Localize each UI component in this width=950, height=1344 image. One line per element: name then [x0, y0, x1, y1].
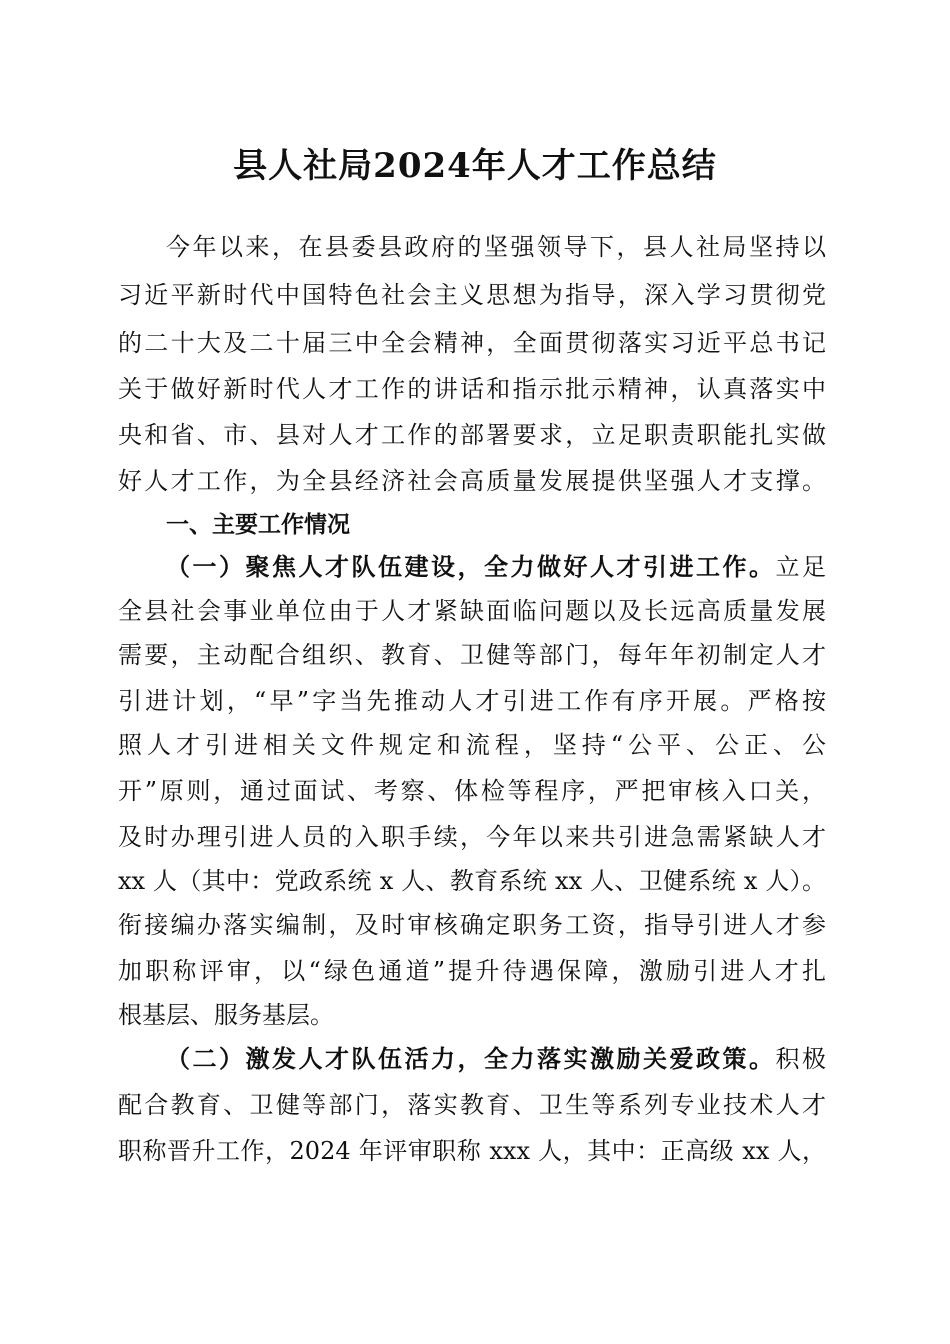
subsection-first-line — [166, 552, 826, 582]
intro-line: 习近平新时代中国特色社会主义思想为指导，深入学习贯彻党 — [118, 281, 826, 309]
body-line: 引进计划，“早”字当先推动人才引进工作有序开展。严格按 — [118, 687, 826, 715]
body-line: 职称晋升工作，2024 年评审职称 xxx 人，其中：正高级 xx 人， — [118, 1137, 826, 1165]
body-line: 及时办理引进人员的入职手续，今年以来共引进急需紧缺人才 — [118, 823, 826, 851]
body-line: 开”原则，通过面试、考察、体检等程序，严把审核入口关， — [118, 777, 826, 805]
intro-line: 的二十大及二十届三中全会精神，全面贯彻落实习近平总书记 — [118, 329, 826, 357]
intro-line: 关于做好新时代人才工作的讲话和指示批示精神，认真落实中 — [118, 375, 826, 403]
intro-line: 央和省、市、县对人才工作的部署要求，立足职责职能扎实做 — [118, 421, 826, 449]
body-line: xx 人（其中：党政系统 x 人、教育系统 xx 人、卫健系统 x 人）。 — [118, 867, 826, 895]
intro-line: 好人才工作，为全县经济社会高质量发展提供坚强人才支撑。 — [118, 467, 826, 495]
body-line: 照人才引进相关文件规定和流程，坚持“公平、公正、公 — [118, 731, 826, 759]
document-title: 县人社局2024年人才工作总结 — [233, 146, 717, 186]
subsection-first-line — [166, 1044, 826, 1074]
body-line: 衔接编办落实编制，及时审核确定职务工资，指导引进人才参 — [118, 911, 826, 939]
body-line: 加职称评审，以“绿色通道”提升待遇保障，激励引进人才扎 — [118, 957, 826, 985]
section-heading: 一、主要工作情况 — [166, 512, 350, 538]
subsection-heading: （二）激发人才队伍活力，全力落实激励关爱政策。 — [166, 1044, 776, 1073]
subsection-text: 立足 — [775, 553, 826, 581]
body-line: 需要，主动配合组织、教育、卫健等部门，每年年初制定人才 — [118, 641, 826, 669]
intro-line: 今年以来，在县委县政府的坚强领导下，县人社局坚持以 — [166, 233, 826, 261]
body-line: 全县社会事业单位由于人才紧缺面临问题以及长远高质量发展 — [118, 597, 826, 625]
body-line: 配合教育、卫健等部门，落实教育、卫生等系列专业技术人才 — [118, 1091, 826, 1119]
subsection-text: 积极 — [775, 1045, 826, 1073]
subsection-heading: （一）聚焦人才队伍建设，全力做好人才引进工作。 — [166, 552, 776, 581]
body-line: 根基层、服务基层。 — [118, 1001, 334, 1029]
